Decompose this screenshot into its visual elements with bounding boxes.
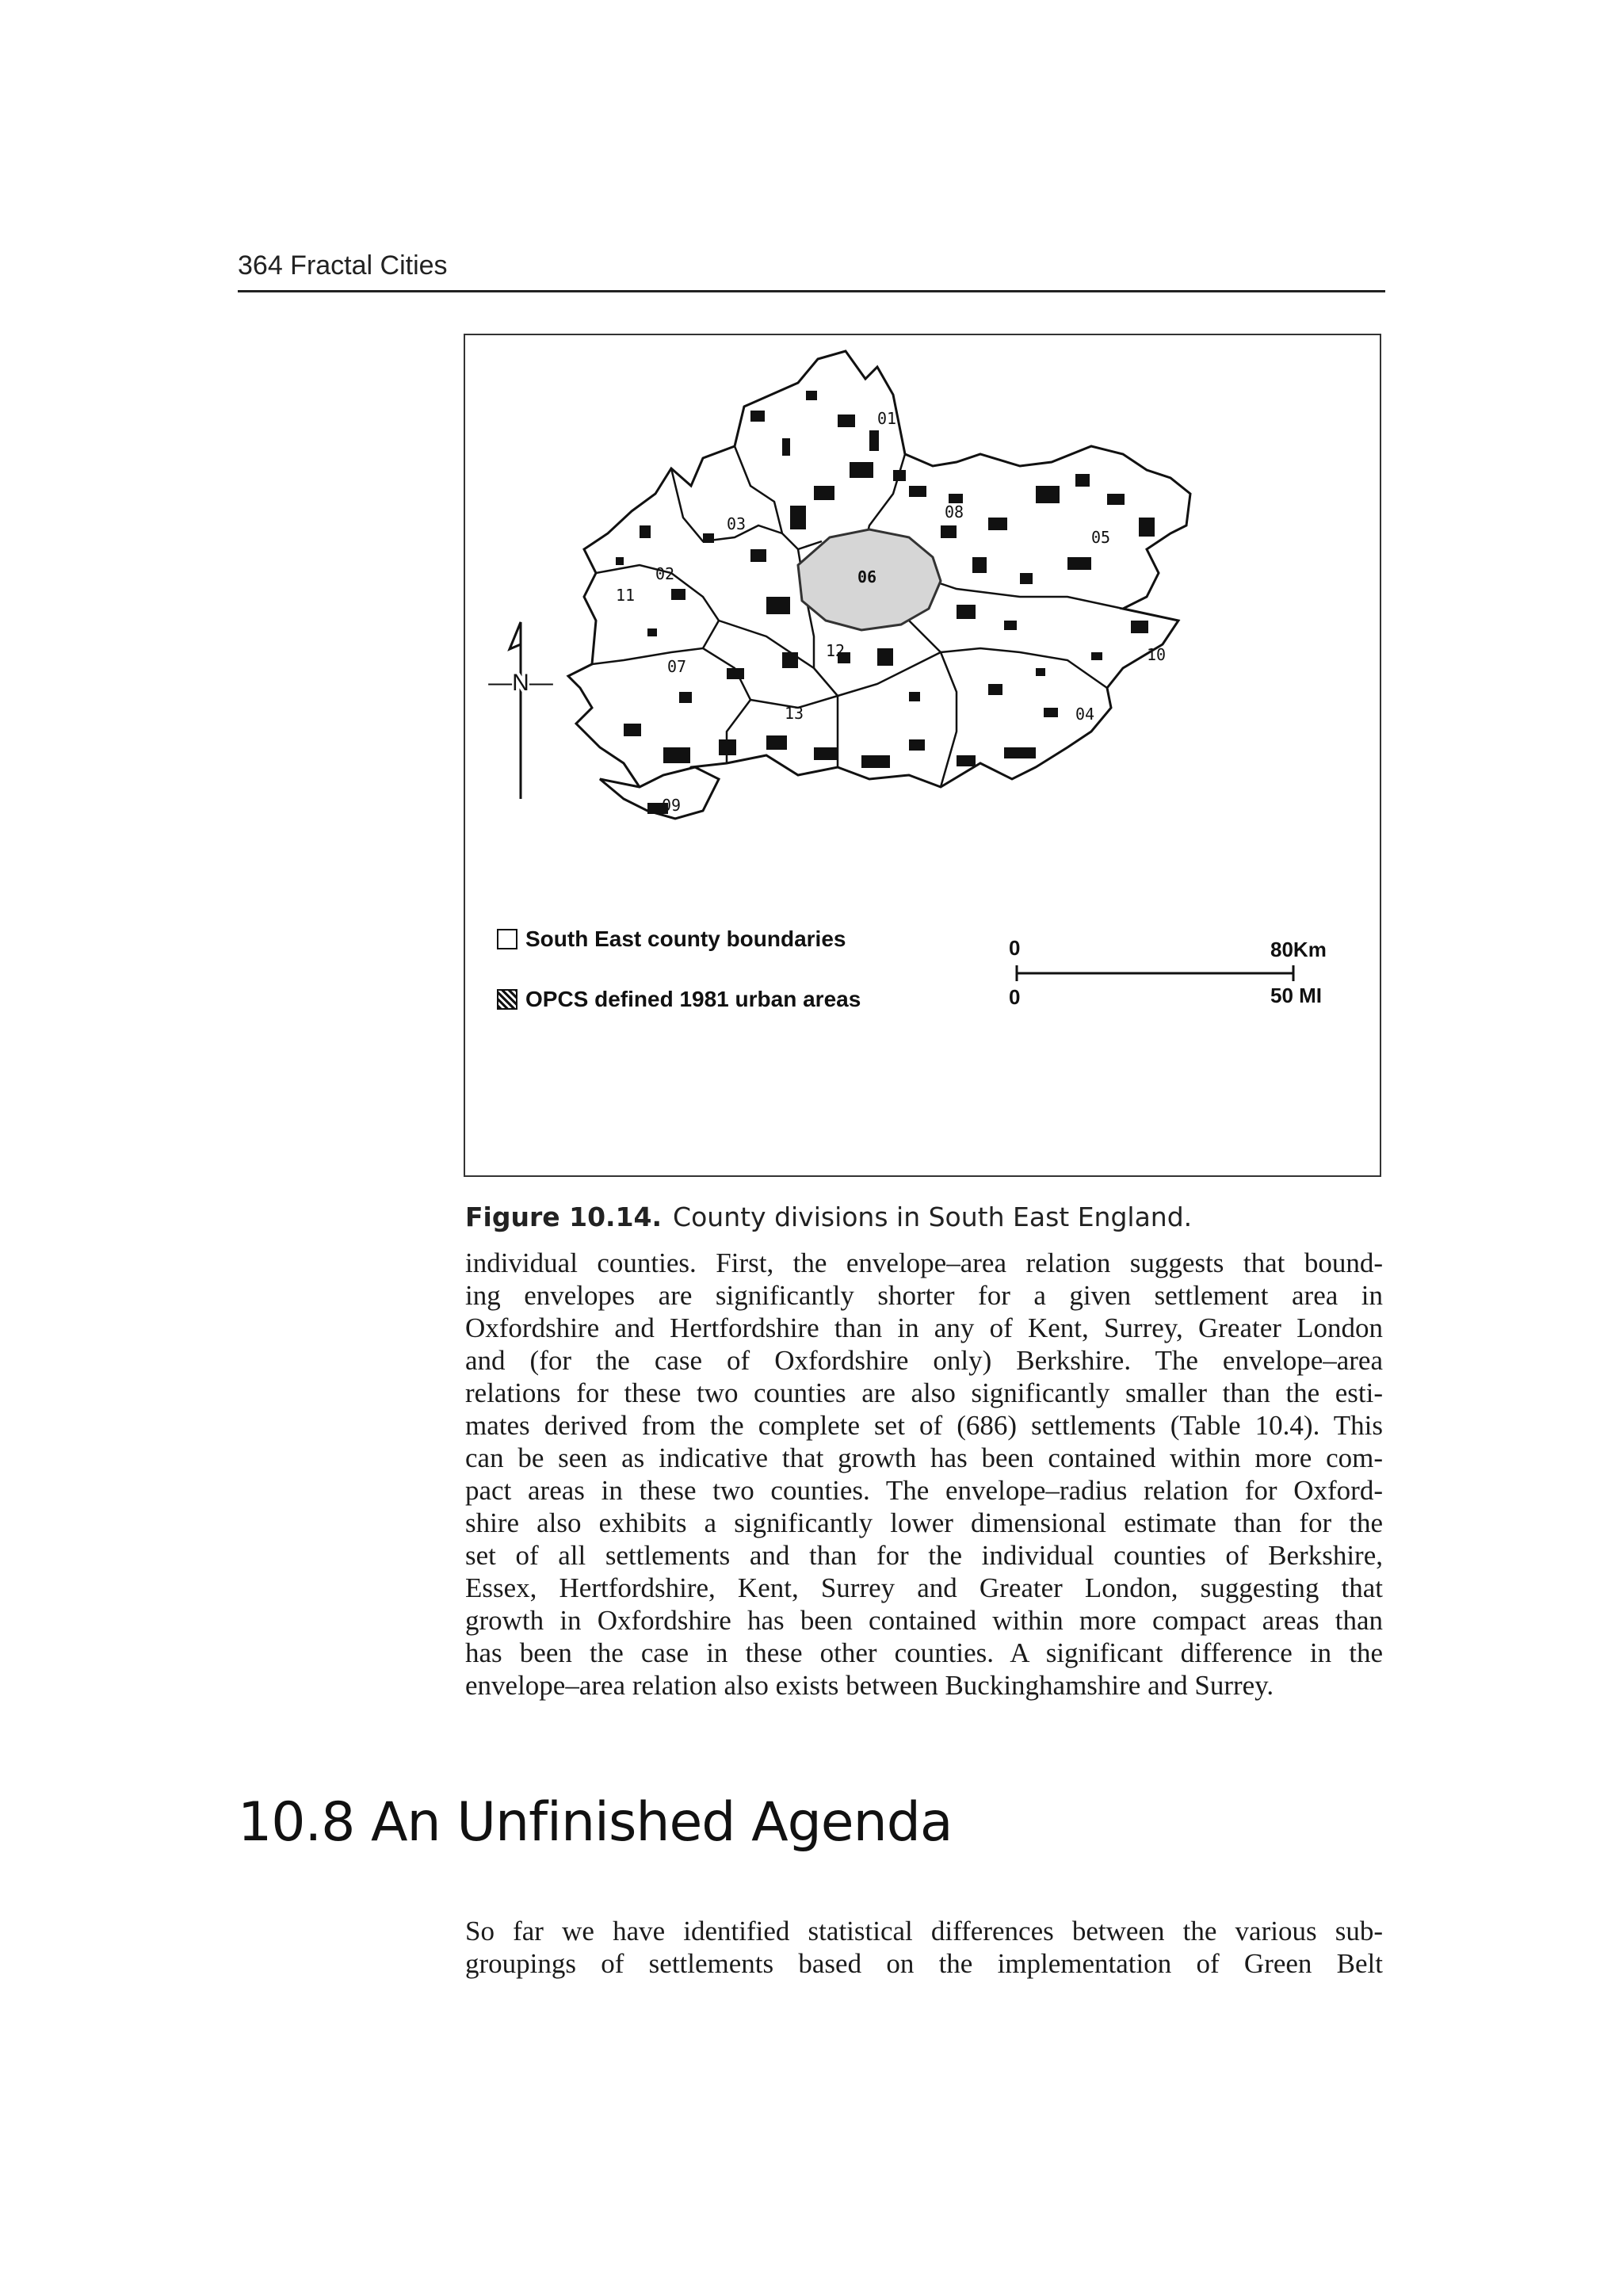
county-label-01: 01 [877,409,897,428]
figure-caption [465,1201,1192,1232]
county-label-05: 05 [1091,528,1111,547]
county-label-11: 11 [616,586,636,605]
boundary-swatch-icon [497,929,517,949]
paragraph-line: mates derived from the complete set of (686) settlements (Table 10.4). This [465,1410,1383,1441]
county-label-10: 10 [1147,645,1167,664]
county-label-12: 12 [826,641,846,660]
county-label-07: 07 [667,657,687,676]
paragraph-line: envelope–area relation also exists between Buckinghamshire and Surrey. [465,1670,1274,1701]
north-label: —N— [488,670,553,696]
legend-urban-label: OPCS defined 1981 urban areas [525,987,861,1011]
scale-zero-bottom: 0 [1009,985,1021,1009]
paragraph-line: growth in Oxfordshire has been contained within more compact areas than [465,1605,1383,1636]
paragraph-line: has been the case in these other counties. A significant difference in the [465,1637,1383,1668]
legend-boundaries [497,926,846,952]
county-label-06: 06 [857,567,877,586]
body-paragraph-2 [465,1915,1383,1980]
header-rule [238,290,1385,292]
figure-caption-text: County divisions in South East England. [673,1201,1193,1232]
legend-boundaries-label: South East county boundaries [525,926,846,951]
paragraph-line: Essex, Hertfordshire, Kent, Surrey and Greater London, suggesting that [465,1572,1383,1603]
paragraph-line: individual counties. First, the envelope–area relation suggests that bound- [465,1247,1383,1278]
county-label-13: 13 [785,704,804,723]
county-label-09: 09 [662,796,682,815]
scale-mi: 50 MI [1270,984,1323,1007]
figure-number: Figure 10.14. [465,1201,663,1232]
county-label-03: 03 [727,514,747,533]
county-label-04: 04 [1075,705,1095,724]
paragraph-line: groupings of settlements based on the implementation of Green Belt [465,1948,1383,1979]
paragraph-line: shire also exhibits a significantly lower dimensional estimate than for the [465,1507,1383,1538]
paragraph-line: and (for the case of Oxfordshire only) Berkshire. The envelope–area [465,1345,1383,1376]
section-heading: 10.8 An Unfinished Agenda [238,1791,953,1854]
county-label-02: 02 [655,564,675,583]
paragraph-line: can be seen as indicative that growth has been contained within more com- [465,1442,1383,1473]
figure-frame [464,334,1381,1177]
paragraph-line: So far we have identified statistical differences between the various sub- [465,1916,1383,1946]
running-head: 364 Fractal Cities [238,250,448,281]
body-paragraph-1 [465,1247,1383,1702]
scale-km: 80Km [1270,938,1327,961]
paragraph-line: relations for these two counties are also significantly smaller than the esti- [465,1377,1383,1408]
paragraph-line: Oxfordshire and Hertfordshire than in any of Kent, Surrey, Greater London [465,1312,1383,1343]
county-label-08: 08 [945,502,964,521]
paragraph-line: pact areas in these two counties. The envelope–radius relation for Oxford- [465,1475,1383,1506]
scale-zero-top: 0 [1009,936,1021,960]
urban-swatch-icon [497,989,517,1010]
paragraph-line: set of all settlements and than for the individual counties of Berkshire, [465,1540,1383,1571]
scale-bar [1017,965,1293,981]
paragraph-line: ing envelopes are significantly shorter for a given settlement area in [465,1280,1383,1311]
legend-urban [497,987,861,1012]
north-arrow [488,622,553,799]
